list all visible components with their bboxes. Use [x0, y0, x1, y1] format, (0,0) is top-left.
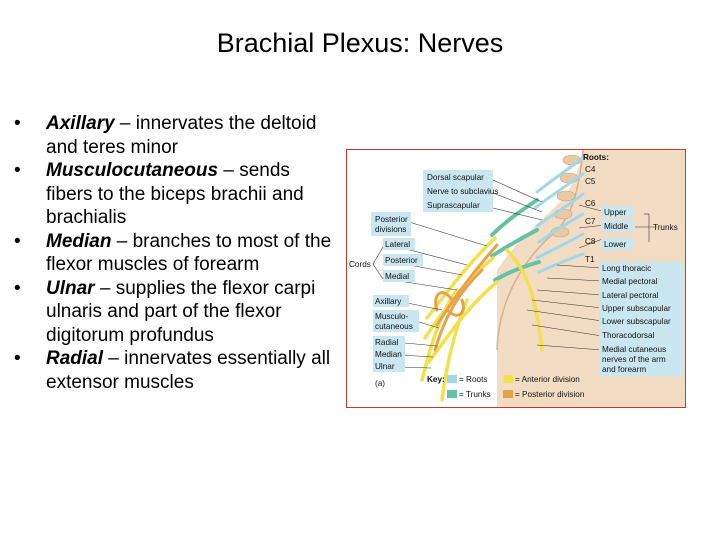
- label-posterior-divisions-1: Posterior: [375, 215, 408, 224]
- label-root-t1: T1: [585, 255, 595, 264]
- bullet-dot-icon: •: [14, 348, 21, 369]
- bullet-text: – innervates the deltoid and teres minor: [46, 113, 317, 158]
- label-root-c8: C8: [585, 237, 596, 246]
- left-label-boxes: [349, 212, 423, 388]
- label-long-thoracic: Long thoracic: [602, 264, 652, 273]
- label-trunk-lower: Lower: [604, 240, 627, 249]
- bullet-term: Musculocutaneous: [46, 160, 219, 181]
- brachial-plexus-diagram: [347, 150, 686, 408]
- bullet-radial: [14, 347, 334, 394]
- brachial-plexus-figure: [346, 149, 686, 408]
- bullet-text: – innervates essentially all extensor muscles: [46, 348, 331, 393]
- bullet-term: Median: [46, 230, 112, 252]
- key-swatch-roots: [447, 375, 457, 383]
- right-label-boxes: [599, 262, 683, 376]
- label-radial: Radial: [375, 338, 399, 347]
- bullet-axillary: [14, 112, 334, 159]
- bullet-dot-icon: •: [14, 160, 21, 181]
- bullet-ulnar: [14, 277, 334, 348]
- label-axillary: Axillary: [375, 297, 402, 306]
- label-medial-cutaneous-3: and forearm: [602, 365, 647, 374]
- nerve-bullet-list: [14, 112, 334, 394]
- label-trunks: Trunks: [653, 223, 678, 232]
- label-median: Median: [375, 350, 402, 359]
- label-thoracodorsal: Thoracodorsal: [602, 331, 655, 340]
- label-medial-pectoral: Medial pectoral: [602, 277, 658, 286]
- bullet-text: – branches to most of the flexor muscles of forearm: [46, 230, 332, 275]
- bullet-term: Ulnar: [46, 277, 95, 299]
- label-musculocutaneous-1: Musculo-: [375, 312, 409, 321]
- label-posterior-cord: Posterior: [385, 256, 418, 265]
- label-roots-heading: Roots:: [583, 153, 609, 162]
- label-lateral-cord: Lateral: [385, 240, 411, 249]
- label-lower-subscapular: Lower subscapular: [602, 317, 671, 326]
- bullet-dot-icon: •: [14, 230, 21, 252]
- label-panel-a: (a): [375, 379, 386, 388]
- label-lateral-pectoral: Lateral pectoral: [602, 291, 659, 300]
- top-left-label-boxes: [423, 170, 498, 212]
- key-swatch-anterior: [503, 375, 513, 383]
- label-root-c6: C6: [585, 199, 596, 208]
- label-posterior-divisions-2: divisions: [375, 225, 407, 234]
- bullet-text: – sends fibers to the biceps brachii and brachialis: [46, 160, 304, 228]
- bullet-musculocutaneous: [14, 159, 334, 230]
- label-nerve-to-subclavius: Nerve to subclavius: [427, 187, 499, 196]
- key-label-posterior: = Posterior division: [515, 390, 585, 399]
- label-ulnar: Ulnar: [375, 362, 395, 371]
- label-medial-cord: Medial: [385, 272, 410, 281]
- label-medial-cutaneous-1: Medial cutaneous: [602, 345, 667, 354]
- key-label-trunks: = Trunks: [459, 390, 491, 399]
- label-suprascapular: Suprascapular: [427, 201, 480, 210]
- bullet-dot-icon: •: [14, 113, 21, 134]
- key-swatch-posterior: [503, 390, 513, 398]
- key-label-anterior: = Anterior division: [515, 375, 580, 384]
- label-medial-cutaneous-2: nerves of the arm: [602, 355, 666, 364]
- bullet-term: Axillary: [46, 113, 115, 134]
- label-root-c5: C5: [585, 177, 596, 186]
- label-cords: Cords: [349, 260, 371, 269]
- slide-title: Brachial Plexus: Nerves: [216, 28, 504, 58]
- label-upper-subscapular: Upper subscapular: [602, 304, 671, 313]
- label-root-c4: C4: [585, 165, 596, 174]
- label-root-c7: C7: [585, 217, 596, 226]
- label-trunk-middle: Middle: [604, 222, 629, 231]
- bullet-dot-icon: •: [14, 277, 21, 299]
- bullet-term: Radial: [46, 348, 104, 369]
- bullet-text: – supplies the flexor carpi ulnaris and part of the flexor digitorum profundus: [46, 277, 316, 346]
- bullet-median: [14, 230, 334, 277]
- label-trunk-upper: Upper: [604, 208, 627, 217]
- label-key: Key:: [427, 375, 445, 384]
- key-swatch-trunks: [447, 390, 457, 398]
- key-label-roots: = Roots: [459, 375, 488, 384]
- label-dorsal-scapular: Dorsal scapular: [427, 173, 484, 182]
- label-musculocutaneous-2: cutaneous: [375, 322, 413, 331]
